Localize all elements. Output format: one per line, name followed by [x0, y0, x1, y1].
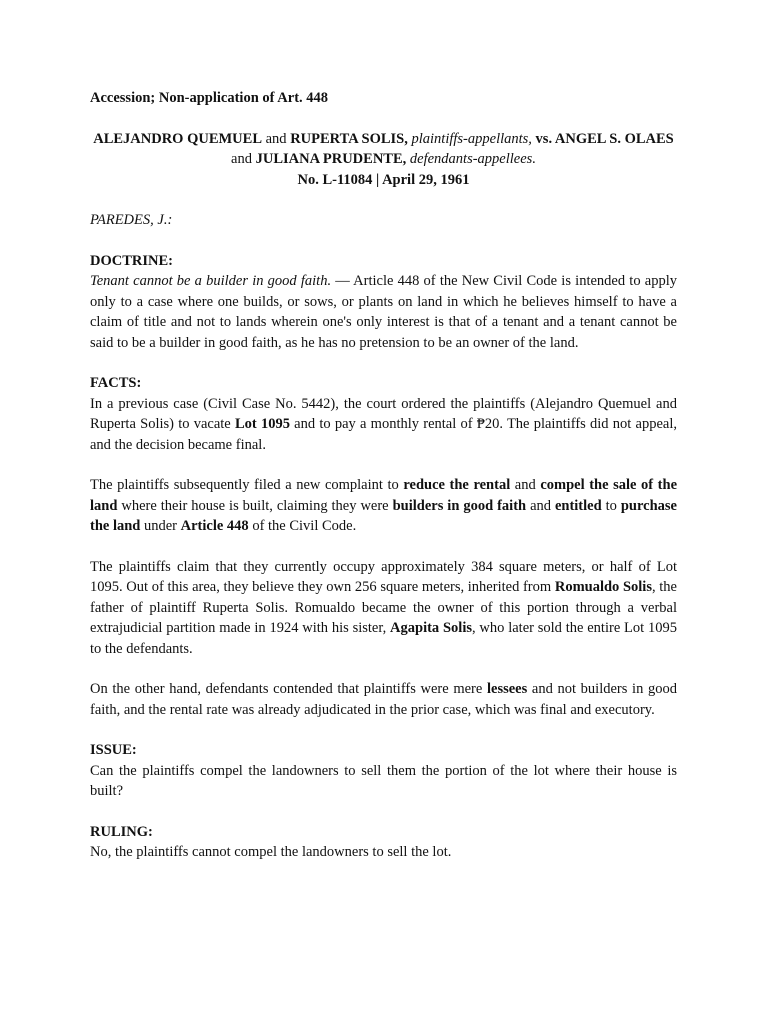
facts-paragraph: On the other hand, defendants contended that plaintiffs were mere lessees and not builders in good faith, and the rental rate was already adjudicated in the prior case, which was final and executory. [90, 681, 677, 718]
document-body [90, 88, 677, 863]
plaintiff-name: RUPERTA SOLIS, [290, 130, 408, 147]
ponente: PAREDES, J.: [90, 212, 173, 228]
doctrine-text: Tenant cannot be a builder in good faith. — Article 448 of the New Civil Code is intended to apply only to a case where one builds, or sows, or plants on land in which he believes himself to have a claim of title and not to lands wherein one's only interest is that of a tenant and a tenant cannot be said to be a builder in good faith, as he has no pretension to be an owner of the land. [90, 273, 677, 351]
plaintiff-name: ALEJANDRO QUEMUEL [93, 130, 262, 147]
document-title: Accession; Non-application of Art. 448 [90, 90, 329, 106]
ruling-text: No, the plaintiffs cannot compel the landowners to sell the lot. [90, 844, 452, 860]
facts-heading: FACTS: [90, 375, 142, 391]
issue-heading: ISSUE: [90, 742, 137, 758]
doctrine-heading: DOCTRINE: [90, 252, 173, 269]
ruling-heading: RULING: [90, 823, 153, 840]
case-number: No. L-11084 | April 29, 1961 [297, 171, 470, 188]
facts-paragraph: The plaintiffs subsequently filed a new complaint to reduce the rental and compel the sale of the land where their house is built, claiming they were builders in good faith and entitled to purchase the land under Article 448 of the Civil Code. [90, 477, 678, 534]
party-role: defendants-appellees. [406, 151, 536, 167]
defendant-name: ANGEL S. OLAES [554, 130, 674, 147]
case-caption: ALEJANDRO QUEMUEL and RUPERTA SOLIS, plaintiffs-appellants, vs. ANGEL S. OLAES and JULIANA PRUDENTE, defendants-appellees. No. L-11084 | April 29, 1961 [93, 130, 674, 188]
facts-paragraph: The plaintiffs claim that they currently occupy approximately 384 square meters, or half of Lot 1095. Out of this area, they believe they own 256 square meters, inherited from Romualdo Solis, the father of plaintiff Ruperta Solis. Romualdo became the owner of this portion through a verbal extrajudicial partition made in 1924 with his sister, Agapita Solis, who later sold the entire Lot 1095 to the defendants. [90, 558, 677, 657]
facts-paragraph: In a previous case (Civil Case No. 5442), the court ordered the plaintiffs (Alejandro Quemuel and Ruperta Solis) to vacate Lot 1095 and to pay a monthly rental of ₱20. The plaintiffs did not appeal, and the decision became final. [90, 395, 678, 453]
issue-text: Can the plaintiffs compel the landowners to sell them the portion of the lot where their house is built? [90, 762, 677, 799]
party-role: plaintiffs-appellants, [407, 130, 532, 147]
defendant-name: JULIANA PRUDENTE, [255, 151, 407, 167]
